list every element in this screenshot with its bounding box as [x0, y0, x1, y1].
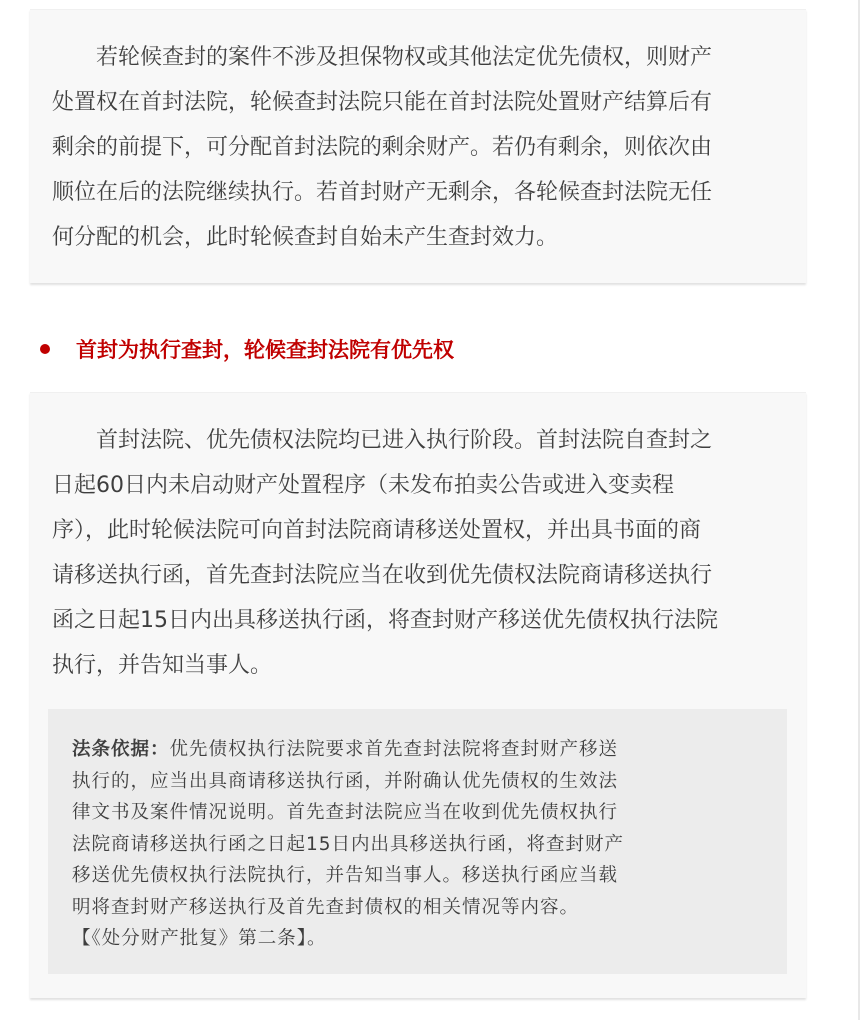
text-line: 日起60日内未启动财产处置程序（未发布拍卖公告或进入变卖程	[52, 473, 674, 498]
bullet-icon	[40, 344, 50, 354]
legal-basis-box	[48, 709, 787, 974]
legal-basis-text	[72, 734, 772, 955]
text-line: 函之日起15日内出具移送执行函，将查封财产移送优先债权执行法院	[52, 608, 718, 633]
text-line: 法院商请移送执行函之日起15日内出具移送执行函，将查封财产	[72, 833, 625, 855]
section-heading	[40, 334, 454, 364]
text-line: 明将查封财产移送执行及首先查封债权的相关情况等内容。	[72, 896, 580, 918]
text-line: 序），此时轮候法院可向首封法院商请移送处置权，并出具书面的商	[52, 518, 702, 543]
text-line: 执行，并告知当事人。	[52, 653, 273, 678]
legal-basis-label: 法条依据：	[72, 739, 170, 760]
text-line: 顺位在后的法院继续执行。若首封财产无剩余，各轮候查封法院无任	[52, 180, 713, 205]
text-line: 优先债权执行法院要求首先查封法院将查封财产移送	[169, 739, 619, 760]
paragraph-waiting-seal	[52, 35, 792, 260]
paragraph-card-1	[30, 9, 806, 283]
text-line: 执行的，应当出具商请移送执行函，并附确认优先债权的生效法	[72, 770, 619, 792]
paragraph-execution-seal	[52, 418, 792, 688]
text-line: 移送优先债权执行法院执行，并告知当事人。移送执行函应当载	[72, 865, 619, 886]
text-line: 处置权在首封法院，轮候查封法院只能在首封法院处置财产结算后有	[52, 90, 713, 115]
text-line: 若轮候查封的案件不涉及担保物权或其他法定优先债权，则财产	[52, 45, 713, 70]
section-heading-text: 首封为执行查封，轮候查封法院有优先权	[76, 338, 454, 362]
text-line: 请移送执行函，首先查封法院应当在收到优先债权法院商请移送执行	[52, 563, 713, 588]
paragraph-card-2	[30, 392, 806, 998]
text-line: 首封法院、优先债权法院均已进入执行阶段。首封法院自查封之	[52, 428, 713, 453]
text-line: 何分配的机会，此时轮候查封自始未产生查封效力。	[52, 225, 559, 250]
text-line: 律文书及案件情况说明。首先查封法院应当在收到优先债权执行	[72, 802, 619, 823]
text-line: 【《处分财产批复》第二条】。	[72, 928, 327, 949]
text-line: 剩余的前提下，可分配首封法院的剩余财产。若仍有剩余，则依次由	[52, 135, 713, 160]
